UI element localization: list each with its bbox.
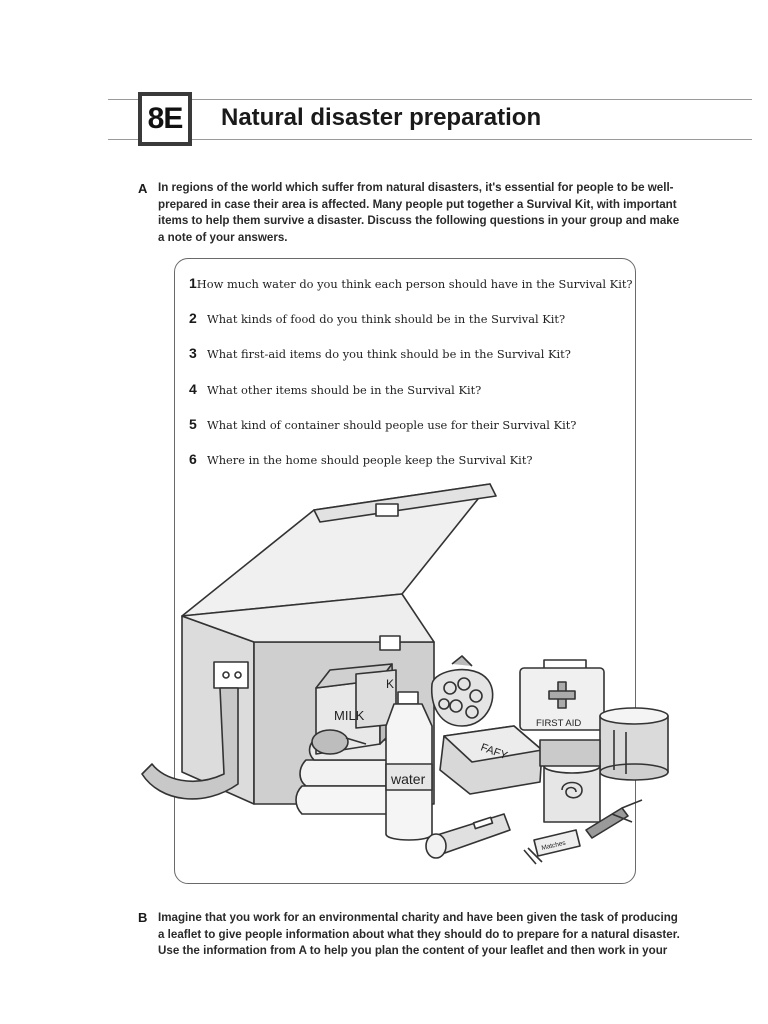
milk-partial-label: K	[386, 677, 395, 691]
matchbox-icon	[524, 830, 580, 864]
page-title: Natural disaster preparation	[221, 104, 542, 131]
first-aid-kit-icon	[520, 660, 604, 730]
question-item	[189, 381, 629, 416]
water-label: water	[391, 771, 426, 787]
first-aid-label: FIRST AID	[536, 718, 582, 729]
section-a-instructions: In regions of the world which suffer from natural disasters, it's essential for people to be well-prepared in case their area is affected. Many people put together a Survival Kit, with important items to help them survive a disaster. Discuss the following questions in your group and make a note of your answers.	[158, 181, 680, 244]
torch-icon	[426, 814, 510, 858]
header-rule-top	[108, 99, 752, 100]
unit-badge	[138, 92, 192, 146]
question-number: 2	[189, 310, 197, 327]
question-text: What kinds of food do you think should be in the Survival Kit?	[207, 312, 566, 327]
question-item	[189, 345, 629, 380]
survival-kit-drawing	[134, 474, 674, 874]
milk-label: MILK	[334, 708, 365, 723]
question-item	[189, 416, 629, 451]
food-pack-label: FAFY	[478, 741, 509, 763]
survival-kit-illustration	[134, 474, 674, 874]
question-text: How much water do you think each person should have in the Survival Kit?	[196, 277, 633, 291]
unit-code: 8E	[147, 102, 183, 135]
section-b-instructions: Imagine that you work for an environmental charity and have been given the task of producing a leaflet to give people information about what they should do to prepare for a natural disaster. Use the information from A to help you plan the content of your leaflet and then work in your	[158, 911, 680, 957]
question-number: 6	[189, 450, 197, 467]
section-a-letter: A	[138, 181, 148, 196]
question-text: What first-aid items do you think should be in the Survival Kit?	[207, 347, 571, 362]
question-item	[189, 310, 629, 345]
potato-bag-icon	[432, 656, 493, 726]
food-pack-icon	[440, 726, 542, 794]
question-number: 3	[189, 345, 197, 362]
matches-label: Matches	[540, 839, 567, 852]
question-text: What other items should be in the Survival Kit?	[207, 382, 482, 397]
question-number: 5	[189, 415, 197, 432]
header-rule-bottom	[108, 139, 752, 140]
water-bottle-icon	[386, 692, 432, 840]
question-text: What kind of container should people use for their Survival Kit?	[207, 417, 577, 432]
question-number: 1	[189, 275, 197, 291]
question-number: 4	[189, 380, 197, 397]
question-list	[189, 275, 633, 486]
question-text: Where in the home should people keep the Survival Kit?	[207, 452, 533, 467]
section-b-letter: B	[138, 910, 148, 925]
question-item	[189, 275, 633, 310]
